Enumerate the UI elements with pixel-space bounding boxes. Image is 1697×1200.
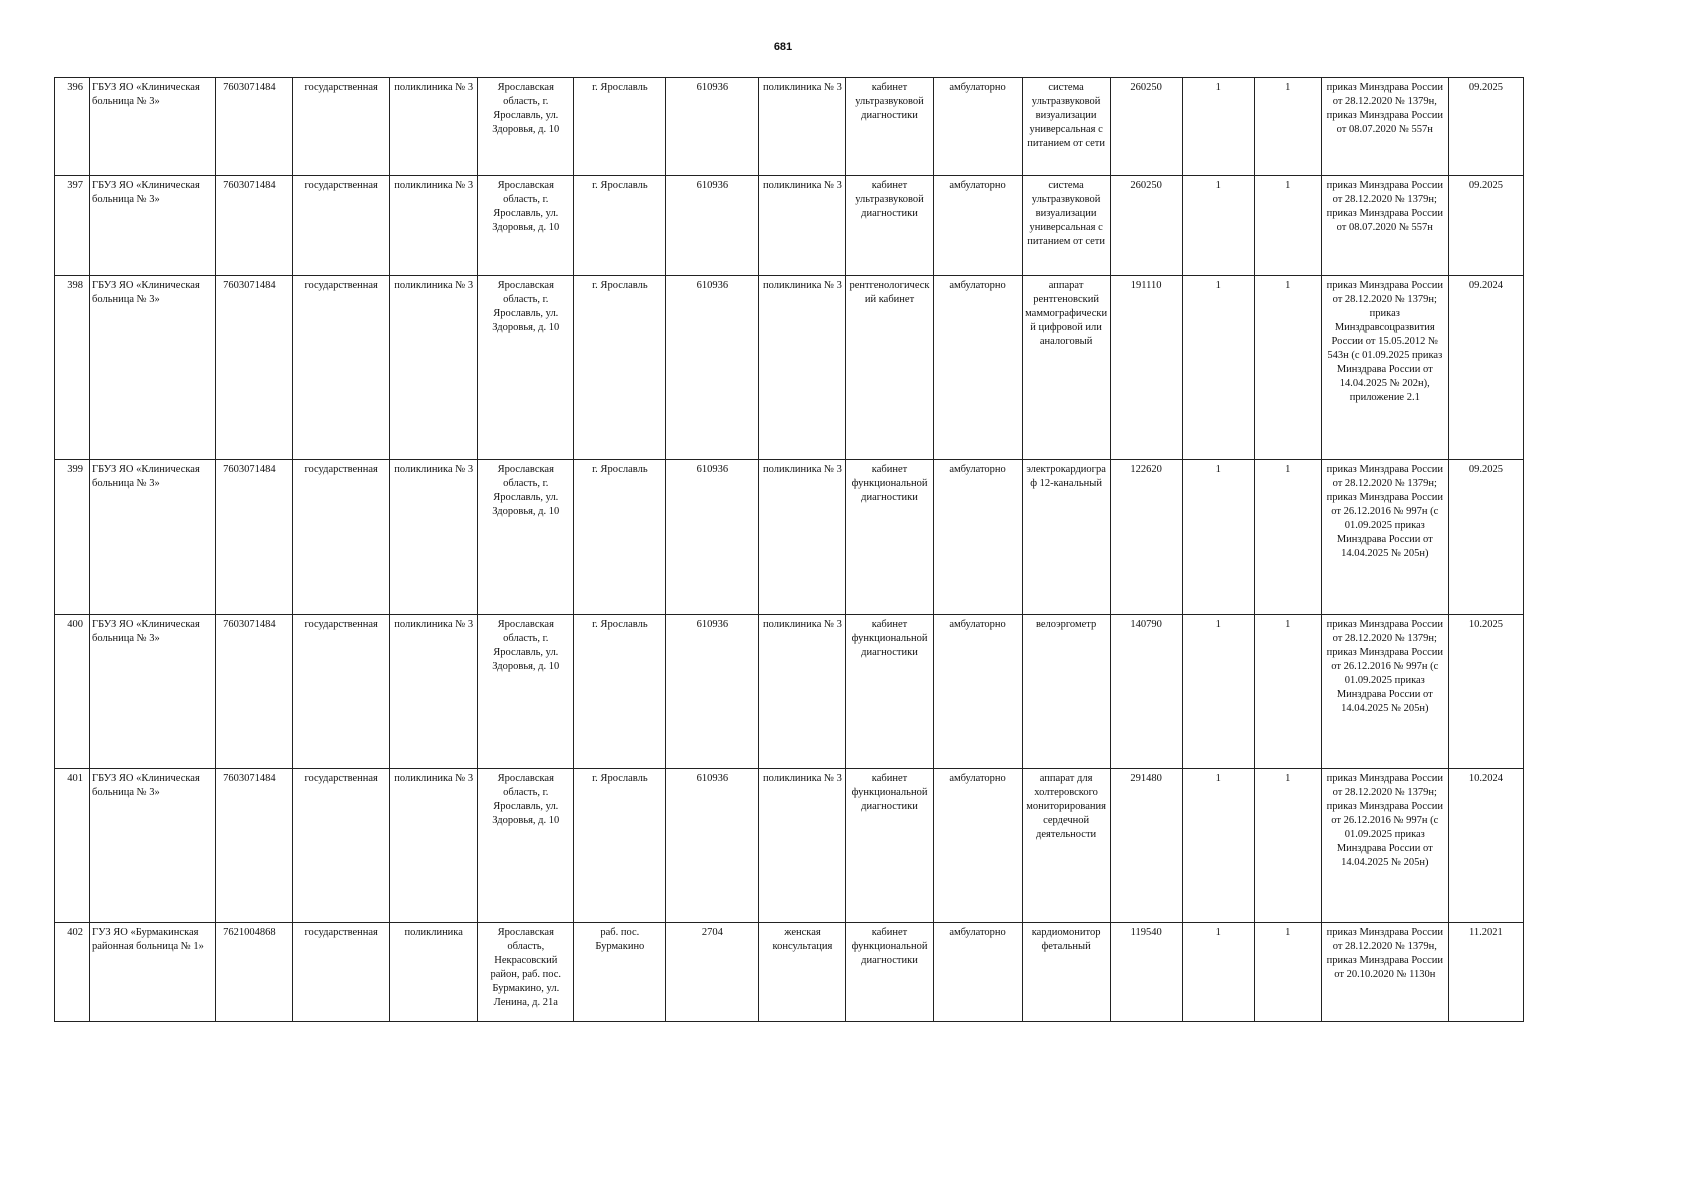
organization-name-cell: ГБУЗ ЯО «Клиническая больница № 3» [90, 276, 216, 460]
equipment-name-cell: кардиомонитор фетальный [1022, 923, 1110, 1022]
inn-cell: 7603071484 [216, 176, 293, 276]
address-cell: Ярославская область, г. Ярославль, ул. Здоровья, д. 10 [478, 176, 574, 276]
equipment-kind-code-cell: 119540 [1110, 923, 1182, 1022]
quantity-planned-cell: 1 [1254, 769, 1321, 923]
equipment-register-table [54, 77, 1524, 1022]
structural-unit-cell: поликлиника № 3 [390, 176, 478, 276]
inn-cell: 7603071484 [216, 460, 293, 615]
unit-code-cell: 610936 [666, 276, 759, 460]
subdivision-cell: женская консультация [759, 923, 846, 1022]
room-name-cell: кабинет ультразвуковой диагностики [846, 176, 933, 276]
table-row [55, 923, 1524, 1022]
ownership-form-cell: государственная [293, 176, 390, 276]
page-number: 681 [773, 41, 793, 53]
equipment-kind-code-cell: 191110 [1110, 276, 1182, 460]
equipping-standard-cell: приказ Минздрава России от 28.12.2020 № 1379н, приказ Минздрава России от 08.07.2020 № 557н [1321, 78, 1448, 176]
care-conditions-cell: амбулаторно [933, 460, 1022, 615]
quantity-planned-cell: 1 [1254, 176, 1321, 276]
unit-code-cell: 610936 [666, 769, 759, 923]
subdivision-cell: поликлиника № 3 [759, 78, 846, 176]
equipment-kind-code-cell: 260250 [1110, 78, 1182, 176]
equipping-standard-cell: приказ Минздрава России от 28.12.2020 № 1379н; приказ Минздрава России от 26.12.2016 № 997н (с 01.09.2025 приказ Минздрава России от 14.04.2025 № 205н) [1321, 460, 1448, 615]
table-row [55, 276, 1524, 460]
address-cell: Ярославская область, г. Ярославль, ул. Здоровья, д. 10 [478, 615, 574, 769]
locality-cell: г. Ярославль [574, 769, 666, 923]
inn-cell: 7603071484 [216, 769, 293, 923]
row-number-cell: 399 [55, 460, 90, 615]
equipment-name-cell: аппарат рентгеновский маммографический цифровой или аналоговый [1022, 276, 1110, 460]
subdivision-cell: поликлиника № 3 [759, 176, 846, 276]
room-name-cell: кабинет функциональной диагностики [846, 923, 933, 1022]
address-cell: Ярославская область, г. Ярославль, ул. Здоровья, д. 10 [478, 276, 574, 460]
ownership-form-cell: государственная [293, 78, 390, 176]
equipping-standard-cell: приказ Минздрава России от 28.12.2020 № 1379н; приказ Минздравсоцразвития России от 15.05.2012 № 543н (с 01.09.2025 приказ Минздрава России от 14.04.2025 № 202н), приложение 2.1 [1321, 276, 1448, 460]
equipment-name-cell: аппарат для холтеровского мониторирования сердечной деятельности [1022, 769, 1110, 923]
unit-code-cell: 610936 [666, 176, 759, 276]
locality-cell: г. Ярославль [574, 460, 666, 615]
quantity-required-cell: 1 [1182, 276, 1254, 460]
planned-date-cell: 10.2025 [1448, 615, 1523, 769]
planned-date-cell: 09.2025 [1448, 460, 1523, 615]
row-number-cell: 396 [55, 78, 90, 176]
address-cell: Ярославская область, г. Ярославль, ул. Здоровья, д. 10 [478, 460, 574, 615]
structural-unit-cell: поликлиника [390, 923, 478, 1022]
quantity-required-cell: 1 [1182, 769, 1254, 923]
address-cell: Ярославская область, г. Ярославль, ул. Здоровья, д. 10 [478, 769, 574, 923]
equipment-name-cell: велоэргометр [1022, 615, 1110, 769]
care-conditions-cell: амбулаторно [933, 769, 1022, 923]
ownership-form-cell: государственная [293, 923, 390, 1022]
quantity-required-cell: 1 [1182, 460, 1254, 615]
organization-name-cell: ГБУЗ ЯО «Клиническая больница № 3» [90, 460, 216, 615]
locality-cell: раб. пос. Бурмакино [574, 923, 666, 1022]
care-conditions-cell: амбулаторно [933, 78, 1022, 176]
table-row [55, 78, 1524, 176]
ownership-form-cell: государственная [293, 615, 390, 769]
subdivision-cell: поликлиника № 3 [759, 769, 846, 923]
locality-cell: г. Ярославль [574, 78, 666, 176]
quantity-required-cell: 1 [1182, 176, 1254, 276]
equipping-standard-cell: приказ Минздрава России от 28.12.2020 № 1379н; приказ Минздрава России от 26.12.2016 № 997н (с 01.09.2025 приказ Минздрава России от 14.04.2025 № 205н) [1321, 769, 1448, 923]
room-name-cell: рентгенологический кабинет [846, 276, 933, 460]
ownership-form-cell: государственная [293, 769, 390, 923]
room-name-cell: кабинет функциональной диагностики [846, 460, 933, 615]
structural-unit-cell: поликлиника № 3 [390, 78, 478, 176]
room-name-cell: кабинет функциональной диагностики [846, 615, 933, 769]
structural-unit-cell: поликлиника № 3 [390, 276, 478, 460]
row-number-cell: 398 [55, 276, 90, 460]
row-number-cell: 401 [55, 769, 90, 923]
equipment-name-cell: система ультразвуковой визуализации универсальная с питанием от сети [1022, 78, 1110, 176]
quantity-required-cell: 1 [1182, 923, 1254, 1022]
organization-name-cell: ГУЗ ЯО «Бурмакинская районная больница № 1» [90, 923, 216, 1022]
unit-code-cell: 610936 [666, 460, 759, 615]
inn-cell: 7603071484 [216, 615, 293, 769]
structural-unit-cell: поликлиника № 3 [390, 460, 478, 615]
equipment-name-cell: электрокардиограф 12-канальный [1022, 460, 1110, 615]
equipping-standard-cell: приказ Минздрава России от 28.12.2020 № 1379н, приказ Минздрава России от 20.10.2020 № 1130н [1321, 923, 1448, 1022]
planned-date-cell: 09.2025 [1448, 176, 1523, 276]
planned-date-cell: 09.2024 [1448, 276, 1523, 460]
locality-cell: г. Ярославль [574, 615, 666, 769]
subdivision-cell: поликлиника № 3 [759, 460, 846, 615]
organization-name-cell: ГБУЗ ЯО «Клиническая больница № 3» [90, 615, 216, 769]
quantity-required-cell: 1 [1182, 78, 1254, 176]
table-row [55, 176, 1524, 276]
inn-cell: 7603071484 [216, 276, 293, 460]
table-row [55, 769, 1524, 923]
planned-date-cell: 09.2025 [1448, 78, 1523, 176]
quantity-planned-cell: 1 [1254, 78, 1321, 176]
table-row [55, 460, 1524, 615]
equipment-kind-code-cell: 122620 [1110, 460, 1182, 615]
address-cell: Ярославская область, Некрасовский район, раб. пос. Бурмакино, ул. Ленина, д. 21а [478, 923, 574, 1022]
table-row [55, 615, 1524, 769]
planned-date-cell: 11.2021 [1448, 923, 1523, 1022]
structural-unit-cell: поликлиника № 3 [390, 615, 478, 769]
care-conditions-cell: амбулаторно [933, 923, 1022, 1022]
inn-cell: 7621004868 [216, 923, 293, 1022]
row-number-cell: 400 [55, 615, 90, 769]
organization-name-cell: ГБУЗ ЯО «Клиническая больница № 3» [90, 176, 216, 276]
equipment-kind-code-cell: 260250 [1110, 176, 1182, 276]
organization-name-cell: ГБУЗ ЯО «Клиническая больница № 3» [90, 78, 216, 176]
room-name-cell: кабинет ультразвуковой диагностики [846, 78, 933, 176]
address-cell: Ярославская область, г. Ярославль, ул. Здоровья, д. 10 [478, 78, 574, 176]
unit-code-cell: 2704 [666, 923, 759, 1022]
equipping-standard-cell: приказ Минздрава России от 28.12.2020 № 1379н; приказ Минздрава России от 08.07.2020 № 557н [1321, 176, 1448, 276]
quantity-planned-cell: 1 [1254, 276, 1321, 460]
equipment-name-cell: система ультразвуковой визуализации универсальная с питанием от сети [1022, 176, 1110, 276]
unit-code-cell: 610936 [666, 78, 759, 176]
quantity-planned-cell: 1 [1254, 923, 1321, 1022]
locality-cell: г. Ярославль [574, 176, 666, 276]
structural-unit-cell: поликлиника № 3 [390, 769, 478, 923]
planned-date-cell: 10.2024 [1448, 769, 1523, 923]
organization-name-cell: ГБУЗ ЯО «Клиническая больница № 3» [90, 769, 216, 923]
row-number-cell: 402 [55, 923, 90, 1022]
subdivision-cell: поликлиника № 3 [759, 615, 846, 769]
unit-code-cell: 610936 [666, 615, 759, 769]
ownership-form-cell: государственная [293, 276, 390, 460]
equipment-kind-code-cell: 291480 [1110, 769, 1182, 923]
room-name-cell: кабинет функциональной диагностики [846, 769, 933, 923]
equipping-standard-cell: приказ Минздрава России от 28.12.2020 № 1379н; приказ Минздрава России от 26.12.2016 № 997н (с 01.09.2025 приказ Минздрава России от 14.04.2025 № 205н) [1321, 615, 1448, 769]
quantity-planned-cell: 1 [1254, 615, 1321, 769]
locality-cell: г. Ярославль [574, 276, 666, 460]
care-conditions-cell: амбулаторно [933, 615, 1022, 769]
quantity-planned-cell: 1 [1254, 460, 1321, 615]
row-number-cell: 397 [55, 176, 90, 276]
subdivision-cell: поликлиника № 3 [759, 276, 846, 460]
equipment-kind-code-cell: 140790 [1110, 615, 1182, 769]
inn-cell: 7603071484 [216, 78, 293, 176]
care-conditions-cell: амбулаторно [933, 276, 1022, 460]
ownership-form-cell: государственная [293, 460, 390, 615]
care-conditions-cell: амбулаторно [933, 176, 1022, 276]
quantity-required-cell: 1 [1182, 615, 1254, 769]
